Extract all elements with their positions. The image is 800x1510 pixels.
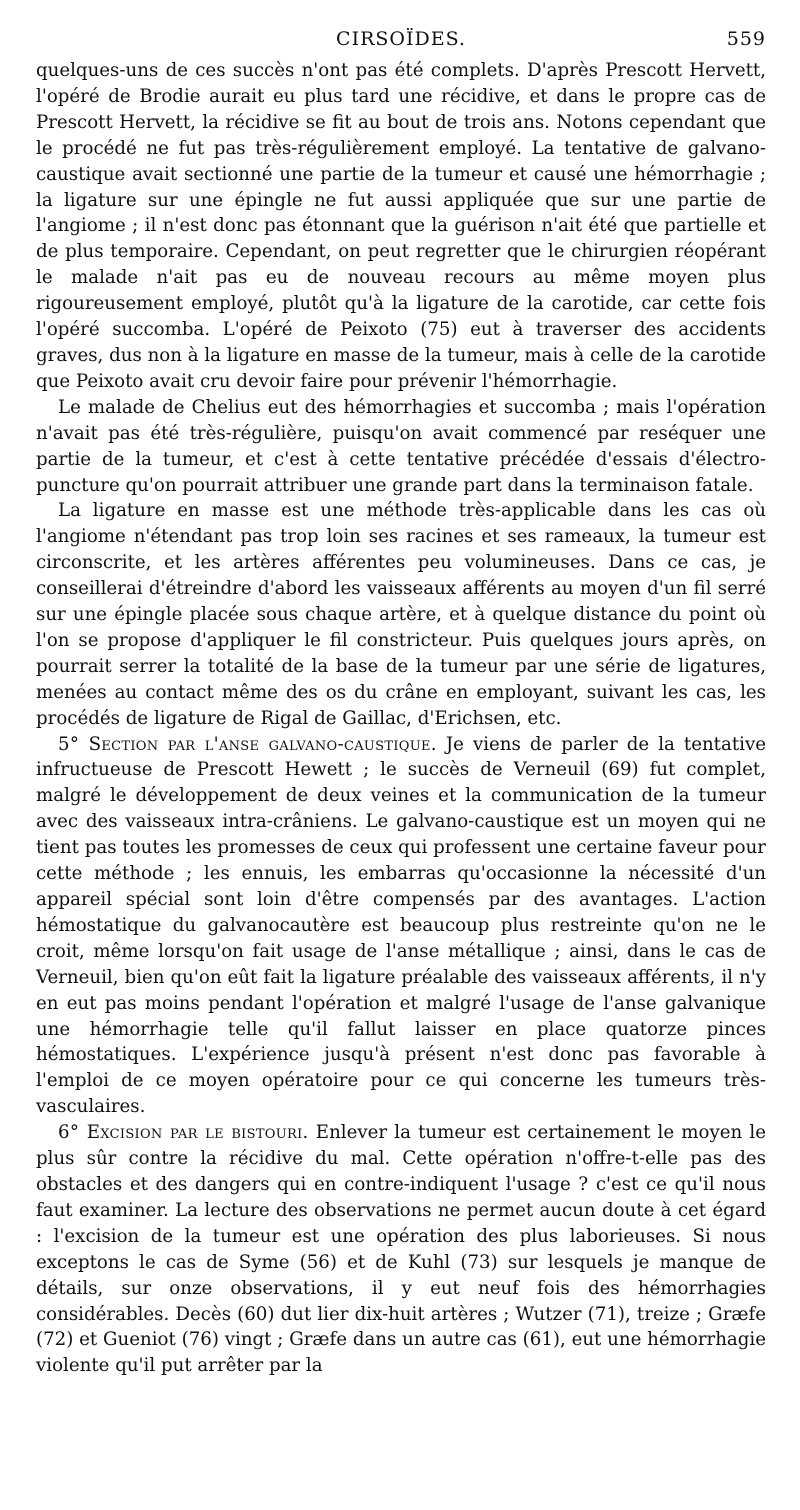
paragraph-text: Le malade de Chelius eut des hémorrhagies et succomba ; mais l'opération n'avait pas été très-régulière, puisqu'on avait commencé par reséquer une partie de la tumeur, et c'est à cette tentative précédée d'essais d'électro-puncture qu'on pourrait attribuer une grande part dans la terminaison fatale.: [36, 396, 766, 496]
document-page: [36, 28, 766, 1379]
body-text: [36, 58, 766, 1379]
paragraph-ligature-en-masse: [36, 498, 766, 731]
paragraph-chelius: [36, 395, 766, 499]
section-5-galvano-caustique: [36, 732, 766, 1121]
paragraph-text: La ligature en masse est une méthode très-applicable dans les cas où l'angiome n'étendant pas trop loin ses racines et ses rameaux, la tumeur est circonscrite, et les artères afférentes peu volumineuses. Dans ce cas, je conseillerai d'étreindre d'abord les vaisseaux afférents au moyen d'un fil serré sur une épingle placée sous chaque artère, et à quelque distance du point où l'on se propose d'appliquer le fil constricteur. Puis quelques jours après, on pourrait serrer la totalité de la base de la tumeur par une série de ligatures, menées au contact même des os du crâne en employant, suivant les cas, les procédés de ligature de Rigal de Gaillac, d'Erichsen, etc.: [36, 500, 766, 729]
section-6-excision: [36, 1120, 766, 1379]
paragraph-continuation: [36, 58, 766, 395]
paragraph-text: Je viens de parler de la tentative infructueuse de Prescott Hewett ; le succès de Verneuil (69) fut complet, malgré le développement de deux veines et la communication de la tumeur avec des vaisseaux intra-crâniens. Le galvano-caustique est un moyen qui ne tient pas toutes les promesses de ceux qui professent une certaine faveur pour cette méthode ; les ennuis, les embarras qu'occasionne la nécessité d'un appareil spécial sont loin d'être compensés par des avantages. L'action hémostatique du galvanocautère est beaucoup plus restreinte qu'on ne le croit, même lorsqu'on fait usage de l'anse métallique ; ainsi, dans le cas de Verneuil, bien qu'on eût fait la ligature préalable des vaisseaux afférents, il n'y en eut pas moins pendant l'opération et malgré l'usage de l'anse galvanique une hémorrhagie telle qu'il fallut laisser en place quatorze pinces hémostatiques. L'expérience jusqu'à présent n'est donc pas favorable à l'emploi de ce moyen opératoire pour ce qui concerne les tumeurs très-vasculaires.: [36, 733, 766, 1118]
paragraph-text: quelques-uns de ces succès n'ont pas été complets. D'après Prescott Hervett, l'opéré de Brodie aurait eu plus tard une récidive, et dans le propre cas de Prescott Hervett, la récidive se fit au bout de trois ans. Notons cependant que le procédé ne fut pas très-régulièrement employé. La tentative de galvano-caustique avait sectionné une partie de la tumeur et causé une hémorrhagie ; la ligature sur une épingle ne fut aussi appliquée que sur une partie de l'angiome ; il n'est donc pas étonnant que la guérison n'ait été que partielle et de plus temporaire. Cependant, on peut regretter que le chirurgien réopérant le malade n'ait pas eu de nouveau recours au même moyen plus rigoureusement employé, plutôt qu'à la ligature de la carotide, car cette fois l'opéré succomba. L'opéré de Peixoto (75) eut à traverser des accidents graves, dus non à la ligature en masse de la tumeur, mais à celle de la carotide que Peixoto avait cru devoir faire pour prévenir l'hémorrhagie.: [36, 60, 766, 392]
running-title: CIRSOÏDES.: [336, 28, 466, 50]
section-heading: 5° Section par l'anse galvano-caustique.: [58, 733, 437, 755]
page-number: 559: [726, 28, 766, 50]
paragraph-text: Enlever la tumeur est certainement le moyen le plus sûr contre la récidive du mal. Cette opération n'offre-t-elle pas des obstacles et des dangers qui en contre-indiquent l'usage ? c'est ce qu'il nous faut examiner. La lecture des observations ne permet aucun doute à cet égard : l'excision de la tumeur est une opération des plus laborieuses. Si nous exceptons le cas de Syme (56) et de Kuhl (73) sur lesquels je manque de détails, sur onze observations, il y eut neuf fois des hémorrhagies considérables. Decès (60) dut lier dix-huit artères ; Wutzer (71), treize ; Græfe (72) et Gueniot (76) vingt ; Græfe dans un autre cas (61), eut une hémorrhagie violente qu'il put arrêter par la: [36, 1122, 766, 1377]
running-header: [36, 28, 766, 58]
section-heading: 6° Excision par le bistouri.: [58, 1122, 309, 1144]
